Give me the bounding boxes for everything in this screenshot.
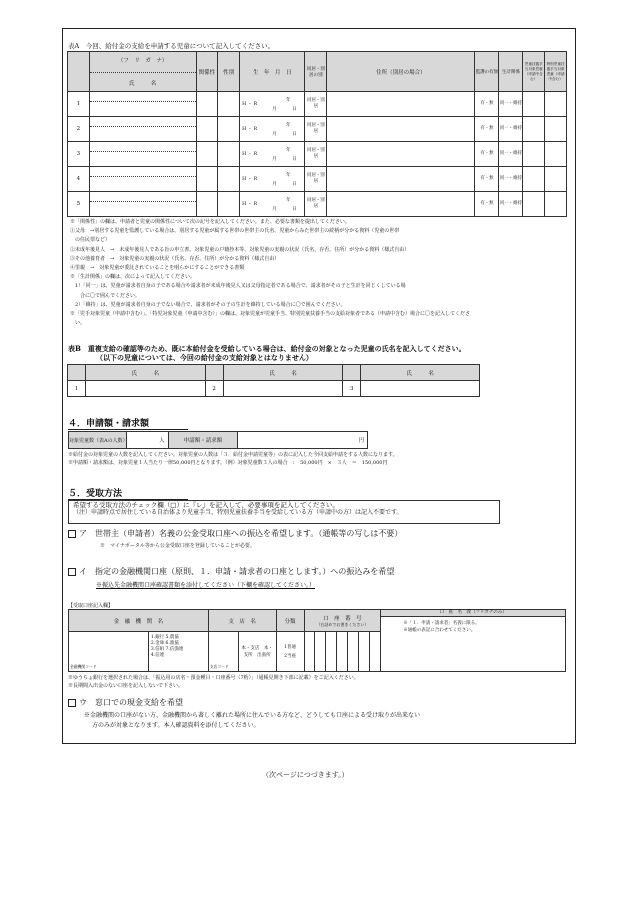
bank-code-label: 金融機関コード xyxy=(70,664,97,669)
name-field[interactable] xyxy=(90,202,196,216)
furigana-field[interactable] xyxy=(90,192,196,202)
table-a-row xyxy=(68,167,567,192)
continued-footer: （次ページにつづきます。） xyxy=(262,771,349,779)
relation-header: 関係性 xyxy=(196,52,218,92)
option-a-row xyxy=(68,528,402,539)
note-line: の住民票など） xyxy=(70,237,111,244)
relation-field[interactable] xyxy=(196,92,218,117)
livelihood-header: 生計関係 xyxy=(499,52,523,92)
cohabit-select[interactable]: 同居・別居 xyxy=(305,167,327,192)
cohabit-header: 同居・別居の別 xyxy=(305,52,327,92)
month-label: 月 xyxy=(272,132,277,137)
note-line: 1）「同一」は、児童が請求者自身の子である場合や請求者が未成年後見人又は父母指定者である場合で、請求者がその子と生計を同じくしている場 xyxy=(70,283,406,290)
relation-field[interactable] xyxy=(196,117,218,142)
note-line: 合に〇で囲んでください。 xyxy=(70,292,141,299)
relation-field[interactable] xyxy=(196,192,218,217)
address-field[interactable] xyxy=(327,167,475,192)
birthdate-header: 生 年 月 日 xyxy=(240,52,305,92)
table-b-subtitle: （以下の児童については、今回の給付金の支給対象とはなりません） xyxy=(96,353,313,362)
amount-note-2: ※申請額・請求額は、対象児童１人当たり一律50,000円となります。（例）対象児童数３人の場合 ： 50,000円 × ３人 ＝ 150,000円 xyxy=(68,460,388,466)
child-count-label: 対象児童数（表Aの人数） xyxy=(69,432,127,449)
special-allowance-field[interactable] xyxy=(545,142,567,167)
child-count-field[interactable]: 人 xyxy=(126,432,168,449)
year-label: 年 xyxy=(286,173,291,178)
option-u-row xyxy=(68,697,183,708)
amount-field[interactable]: 円 xyxy=(238,432,368,449)
receive-method-intro-box xyxy=(68,500,500,524)
relation-field[interactable] xyxy=(196,142,218,167)
option-u-note-1: ※金融機関の口座がない方、金融機関から著しく離れた場所に住んでいる方など、どうしても口座による受け取りが出来ない xyxy=(84,712,421,719)
account-note-1: ※ゆうちょ銀行を選択された場合は、「振込用の店名・預金種目・口座番号（7桁）」（通帳見開き下部に記載）をご記入ください。 xyxy=(68,675,359,681)
table-b-name-field-3[interactable] xyxy=(361,381,480,397)
receive-intro-2: （注）申請時点で居住している自治体より児童手当、特別児童扶養手当を受給している方（申請中の方）は記入不要です。 xyxy=(73,509,403,516)
bank-type-6: 6.漁協 xyxy=(165,641,179,646)
bank-name-header: 金 融 機 関 名 xyxy=(69,610,209,632)
child-allowance-field[interactable] xyxy=(523,167,545,192)
account-note-2: ※長期間入出金のない口座を記入しないで下さい。 xyxy=(68,683,184,689)
special-allowance-field[interactable] xyxy=(545,92,567,117)
row-number: 5 xyxy=(68,192,90,217)
account-digit-6[interactable] xyxy=(359,632,370,672)
table-b-name-header-1: 氏 名 xyxy=(85,365,205,381)
custody-select[interactable]: 有・無 xyxy=(475,167,499,192)
option-i-row xyxy=(68,566,394,577)
birthdate-field[interactable] xyxy=(240,192,305,217)
account-digit-3[interactable] xyxy=(326,632,337,672)
option-u-note-2: 方のみが対象となります。本人確認資料を添付してください。 xyxy=(92,722,260,729)
bank-type-1: 1.銀行 xyxy=(150,635,165,640)
holder-note-2: ※通帳の表記に合わせてください。 xyxy=(403,628,476,633)
note-line: 2）「維持」は、児童が請求者自身の子でない場合で、請求者がその子の生計を維持している場合に〇で囲んでください。 xyxy=(70,301,346,308)
era-label: H ・ R xyxy=(242,152,258,157)
account-number-header: 口 座 番 号 xyxy=(323,615,362,622)
day-label: 日 xyxy=(292,107,297,112)
era-label: H ・ R xyxy=(242,177,258,182)
table-b-number-3: 3 xyxy=(343,381,361,397)
child-allowance-header: 児童扶養手当対象児童（申請中含む） xyxy=(523,52,545,92)
account-type-header: 分類 xyxy=(276,610,304,632)
livelihood-select[interactable]: 同一・維持 xyxy=(499,167,523,192)
branch-type-options[interactable]: 本・支店 本・支所 出張所 xyxy=(238,632,276,672)
table-a-row xyxy=(68,117,567,142)
table-b-name-field-2[interactable] xyxy=(223,381,343,397)
amount-note-1: ※給付金の対象児童の人数を記入してください。対象児童の人数は「３．給付金申請児童等」の表に記入した今回支給申請をする人数になります。 xyxy=(68,452,398,458)
amount-table xyxy=(68,431,368,449)
table-b-name-header-3: 氏 名 xyxy=(361,365,480,381)
bank-type-2: 2.金庫 xyxy=(150,641,165,646)
sex-field[interactable] xyxy=(218,117,240,142)
year-label: 年 xyxy=(286,148,291,153)
custody-select[interactable]: 有・無 xyxy=(475,142,499,167)
table-b xyxy=(67,364,480,397)
receive-intro-1: 希望する受取方法のチェック欄（□）に『レ』を記入して、必要事項を記入してください。 xyxy=(73,501,339,509)
child-allowance-field[interactable] xyxy=(523,142,545,167)
option-u-checkbox[interactable] xyxy=(68,699,76,707)
special-allowance-field[interactable] xyxy=(545,167,567,192)
branch-code-label: 支店コード xyxy=(209,664,229,669)
day-label: 日 xyxy=(292,132,297,137)
note-line: ④里親 → 対象児童が委託されていることを明らかにすることができる書類 xyxy=(70,265,245,272)
table-b-number-1: 1 xyxy=(68,381,86,397)
note-line: ③その他養育者 → 対象児童の実親の状況（氏名、存否、住所）が分かる資料（様式自由） xyxy=(70,255,280,262)
row-number: 3 xyxy=(68,142,90,167)
account-holder-header: 口 座 名 義（フリガナのみ） xyxy=(381,610,565,617)
note-line: い。 xyxy=(70,320,86,327)
name-field[interactable] xyxy=(90,177,196,191)
livelihood-select[interactable]: 同一・維持 xyxy=(499,192,523,217)
section-5-heading: ５．受取方法 xyxy=(68,486,188,500)
livelihood-select[interactable]: 同一・維持 xyxy=(499,117,523,142)
special-allowance-field[interactable] xyxy=(545,117,567,142)
account-type-current: 2当座 xyxy=(284,653,296,659)
address-field[interactable] xyxy=(327,142,475,167)
furigana-header: （フ リ ガ ナ） xyxy=(117,58,168,64)
birthdate-field[interactable] xyxy=(240,167,305,192)
option-u-label: ウ 窓口での現金支給を希望 xyxy=(79,698,183,707)
child-allowance-field[interactable] xyxy=(523,117,545,142)
name-header: 氏 名 xyxy=(90,72,196,87)
era-label: H ・ R xyxy=(242,202,258,207)
account-digit-7[interactable] xyxy=(370,632,381,672)
sex-field[interactable] xyxy=(218,142,240,167)
bank-type-5: 5.農協 xyxy=(165,635,179,640)
birthdate-field[interactable] xyxy=(240,142,305,167)
option-i-note: ※振込先金融機関口座確認書類を添付してください（下欄を確認してください。） xyxy=(96,582,316,589)
account-digit-5[interactable] xyxy=(348,632,359,672)
day-label: 日 xyxy=(292,157,297,162)
cohabit-select[interactable]: 同居・別居 xyxy=(305,92,327,117)
row-number: 2 xyxy=(68,117,90,142)
name-field[interactable] xyxy=(90,152,196,166)
month-label: 月 xyxy=(272,157,277,162)
month-label: 月 xyxy=(272,182,277,187)
year-label: 年 xyxy=(286,98,291,103)
note-line: ①父母 →別居する児童を監護している場合は、別居する児童が属する世帯の世帯主の氏名、児童からみた世帯主の続柄が分かる資料（児童の世帯 xyxy=(70,228,400,235)
account-digit-2[interactable] xyxy=(315,632,326,672)
custody-header: 監護の有無 xyxy=(475,52,499,92)
era-label: H ・ R xyxy=(242,102,258,107)
cohabit-select[interactable]: 同居・別居 xyxy=(305,117,327,142)
option-i-checkbox[interactable] xyxy=(68,568,76,576)
name-field[interactable] xyxy=(90,127,196,141)
bank-name-field[interactable] xyxy=(69,632,149,672)
note-line: ※「関係性」の欄は、申請者と児童の関係性について次の記号を記入してください。また、必要な書類を提出してください。 xyxy=(70,219,350,225)
branch-name-header: 支 店 名 xyxy=(208,610,276,632)
account-type-ordinary: 1普通 xyxy=(284,644,296,650)
furigana-field[interactable] xyxy=(90,142,196,152)
table-a-row xyxy=(68,192,567,217)
birthdate-field[interactable] xyxy=(240,92,305,117)
table-b-name-header-2: 氏 名 xyxy=(223,365,343,381)
day-label: 日 xyxy=(292,207,297,212)
birthdate-field[interactable] xyxy=(240,117,305,142)
bank-type-4: 4.信連 xyxy=(150,653,165,658)
furigana-field[interactable] xyxy=(90,167,196,177)
option-i-label: イ 指定の金融機関口座（原則、１．申請・請求者の口座とします。）への振込みを希望 xyxy=(79,567,395,576)
year-label: 年 xyxy=(286,198,291,203)
row-number: 1 xyxy=(68,92,90,117)
special-allowance-header: 特別児童扶養手当対象児童（申請中含む） xyxy=(545,52,567,92)
sex-field[interactable] xyxy=(218,192,240,217)
name-field[interactable] xyxy=(90,102,196,116)
custody-select[interactable]: 有・無 xyxy=(475,117,499,142)
account-digit-1[interactable] xyxy=(304,632,315,672)
holder-note-1: ※「１．申請・請求者」名義に限る。 xyxy=(403,621,480,626)
cohabit-select[interactable]: 同居・別居 xyxy=(305,142,327,167)
note-line: ②未成年後見人 → 未成年後見人である旨の申立書、対象児童の戸籍抄本等、対象児童の実親の状況（氏名、存否、住所）が分かる資料（様式自由） xyxy=(70,246,410,253)
address-header: 住所（別居の場合） xyxy=(327,52,475,92)
era-label: H ・ R xyxy=(242,127,258,132)
furigana-field[interactable] xyxy=(90,92,196,102)
cohabit-select[interactable]: 同居・別居 xyxy=(305,192,327,217)
table-a-notes xyxy=(70,218,575,328)
sex-field[interactable] xyxy=(218,92,240,117)
bank-type-3: 3.信組 xyxy=(150,647,165,652)
relation-field[interactable] xyxy=(196,167,218,192)
table-a-row xyxy=(68,92,567,117)
table-b-title: 表B 重複支給の確認等のため、既に本給付金を受給している場合は、給付金の対象となった児童の氏名を記入してください。 xyxy=(68,344,466,353)
address-field[interactable] xyxy=(327,192,475,217)
account-digit-4[interactable] xyxy=(337,632,348,672)
address-field[interactable] xyxy=(327,117,475,142)
account-type-options[interactable] xyxy=(276,632,304,672)
table-a-title: 表A 今回、給付金の支給を申請する児童について記入してください。 xyxy=(68,42,275,50)
table-a-row xyxy=(68,142,567,167)
account-table xyxy=(68,609,566,672)
table-a-header xyxy=(68,52,567,92)
year-label: 年 xyxy=(286,123,291,128)
livelihood-select[interactable]: 同一・維持 xyxy=(499,142,523,167)
section-4-heading: ４．申請額・請求額 xyxy=(68,416,188,430)
address-field[interactable] xyxy=(327,92,475,117)
month-label: 月 xyxy=(272,107,277,112)
special-allowance-field[interactable] xyxy=(545,192,567,217)
account-number-subheader: （右詰めでお書きください） xyxy=(316,621,369,627)
child-allowance-field[interactable] xyxy=(523,192,545,217)
custody-select[interactable]: 有・無 xyxy=(475,92,499,117)
child-allowance-field[interactable] xyxy=(523,92,545,117)
sex-field[interactable] xyxy=(218,167,240,192)
furigana-field[interactable] xyxy=(90,117,196,127)
month-label: 月 xyxy=(272,207,277,212)
note-line: ※「児手対象児童（申請中含む）」、「特児対象児童（申請中含む）」の欄は、対象児童が児童手当、特別児童扶養手当の支給対象者である（申請中含む）場合に〇を記入してくださ xyxy=(70,311,471,318)
custody-select[interactable]: 有・無 xyxy=(475,192,499,217)
option-a-note: ※ マイナポータル等から公金受取口座を登録していることが必要。 xyxy=(100,543,255,549)
account-section-title: 【受取口座記入欄】 xyxy=(68,603,114,609)
note-line: ※「生計関係」の欄は、次によって記入してください。 xyxy=(70,274,196,281)
table-a xyxy=(67,51,567,217)
table-b-number-2: 2 xyxy=(205,381,223,397)
account-holder-field[interactable] xyxy=(381,617,565,634)
branch-name-field[interactable] xyxy=(208,632,238,672)
table-b-name-field-1[interactable] xyxy=(85,381,205,397)
livelihood-select[interactable]: 同一・維持 xyxy=(499,92,523,117)
row-number: 4 xyxy=(68,167,90,192)
bank-type-7: 7.信漁連 xyxy=(165,647,184,652)
option-a-checkbox[interactable] xyxy=(68,530,76,538)
bank-type-options[interactable] xyxy=(148,632,208,672)
sex-header: 性別 xyxy=(218,52,240,92)
amount-label: 申請額・請求額 xyxy=(168,432,238,449)
option-a-label: ア 世帯主（申請者）名義の公金受取口座への振込を希望します。（通帳等の写しは不要） xyxy=(79,529,403,538)
day-label: 日 xyxy=(292,182,297,187)
